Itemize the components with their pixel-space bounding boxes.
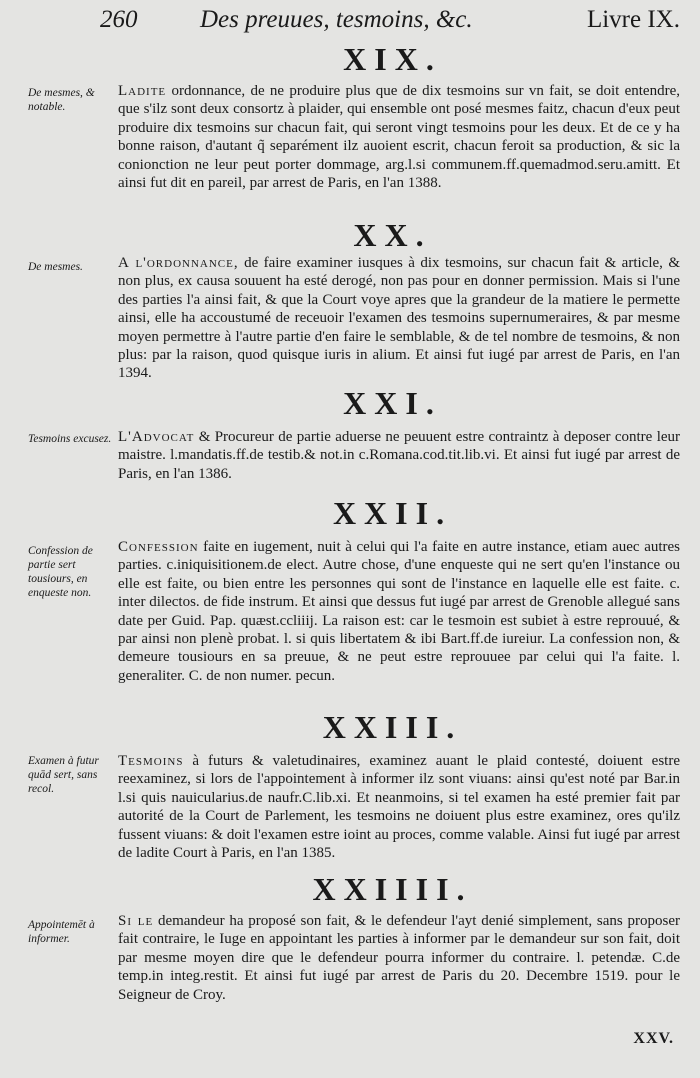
margin-note: De mesmes. — [28, 261, 83, 273]
section-heading: XIX. — [343, 41, 442, 77]
paragraph-lead: A l'ordonnance, — [118, 255, 239, 271]
section-paragraph — [118, 752, 680, 862]
paragraph-text: à futurs & valetudinaires, examinez auant le plaid contesté, doiuent estre reexaminez, si lors de l'appointement à informer ilz sont viuans: ainsi qu'est noté par Bar.in l.si quis nauicularius.de naufr.C.lib.xi. Et neanmoins, si tel examen ha esté premier fait par autorité de la Court de Parlement, les tesmoins ne doiuent plus estre examinez, ores qu'ilz fussent viuans: & doit l'examen estre ioint au proces, comme valable. Ainsi fut iugé par arrest de ladite Court à Paris, en l'an 1385. — [118, 753, 680, 862]
margin-note: Confession de partie sert tousiours, en enqueste non. — [28, 545, 93, 599]
page-number: 260 — [100, 6, 138, 33]
paragraph-text: & Procureur de partie aduerse ne peuuent estre contraintz à deposer contre leur maistre. l.mandatis.ff.de testib.& not.in c.Romana.cod.tit.lib.vi. Et ainsi fut iugé par arrest de Paris, en l'an 1386. — [118, 429, 681, 482]
catchword: XXV. — [633, 1030, 674, 1047]
paragraph-lead: Tesmoins — [118, 753, 184, 769]
section-heading: XXII. — [332, 495, 453, 531]
section-paragraph — [118, 428, 680, 483]
running-header — [100, 4, 680, 36]
paragraph-text: ordonnance, de ne produire plus que de dix tesmoins sur vn fait, se doit entendre, que s'ilz sont deux consortz à plaider, qui ensemble ont posé mesmes faitz, chacun d'eux peut produire dix tesmoins sur chacun fait, qui seront vingt tesmoins pour les deux. Et de ce y ha bonne raison, d'autant q̃ separément ilz auoient escrit, chacun feroit sa production, & sic la conionction ne leur peut porter dommage, arg.l.si communem.ff.quemadmod.seru.amitt. Et ainsi fut dit en pareil, par arrest de Paris, en l'an 1388. — [118, 83, 680, 192]
paragraph-text: de faire examiner iusques à dix tesmoins, sur chacun fait & article, & non plus, ex causa souuent ha esté derogé, non pas pour en donner permission. Mais si l'une des parties l'a ainsi fait, & que la Court voye apres que la grandeur de la matiere le permette ainsi, elle ha accoustumé de receuoir l'examen des tesmoins supernumeraires, & par mesme moyen permettre à l'autre partie d'en faire le semblable, & de tel nombre de tesmoins, & non plus: par la raison, quod quisque iuris in alium. Et ainsi fut iugé par arrest de Paris, en l'an 1394. — [118, 255, 680, 382]
paragraph-text: faite en iugement, nuit à celui qui l'a faite en autre instance, etiam auec autres parties. c.iniquisitionem.de elect. Autre chose, d'une enqueste qui ne sert qu'en l'instance ou elle est faite, ou bien entre les personnes qui sont de l'instance en laquelle elle est faite. c. inter dilectos. de fide instrum. Et ainsi que dessus fut iugé par arrest de Grenoble allegué sans date per Guid. Pap. quæst.ccliiij. La raison est: car le tesmoin est subiet à estre reprouué, & par ainsi non plenè probat. l. si quis libertatem & ibi Bart.ff.de iureiur. La confession non, & demeure tousiours en sa preuue, & ne peut estre reprouuee par celui qui l'a faite. l. generaliter. C. de non numer. pecun. — [118, 539, 681, 684]
margin-note: Tesmoins excusez. — [28, 433, 112, 445]
paragraph-lead: Ladite — [118, 83, 167, 99]
margin-note: Examen à futur quād sert, sans recol. — [28, 755, 99, 795]
paragraph-lead: L'Advocat — [118, 429, 195, 445]
section-heading: XXIII. — [322, 709, 463, 745]
paragraph-text: demandeur ha proposé son fait, & le defendeur l'ayt denié simplement, sans proposer fait contraire, le Iuge en appointant les parties à informer par le demandeur sur son fait, doit par mesme moyen dire que le defendeur pourra informer du contraire. l. petendæ. C.de temp.in integ.restit. Et ainsi fut iugé par arrest de Paris du 20. Decembre 1519. pour le Seigneur de Croy. — [118, 913, 680, 1003]
margin-note: De mesmes, & notable. — [28, 87, 95, 113]
section-heading: XXIIII. — [312, 871, 473, 907]
paragraph-lead: Confession — [118, 539, 199, 555]
paragraph-lead: Si le — [118, 913, 154, 929]
section-paragraph — [118, 538, 680, 685]
margin-note: Appointemēt à informer. — [28, 919, 95, 945]
book-label: Livre IX. — [586, 6, 680, 33]
section-paragraph — [118, 254, 680, 383]
section-heading: XXI. — [343, 385, 442, 421]
section-paragraph — [118, 912, 680, 1004]
section-heading: XX. — [353, 217, 432, 253]
section-paragraph — [118, 82, 680, 192]
running-title: Des preuues, tesmoins, &c. — [200, 6, 473, 33]
